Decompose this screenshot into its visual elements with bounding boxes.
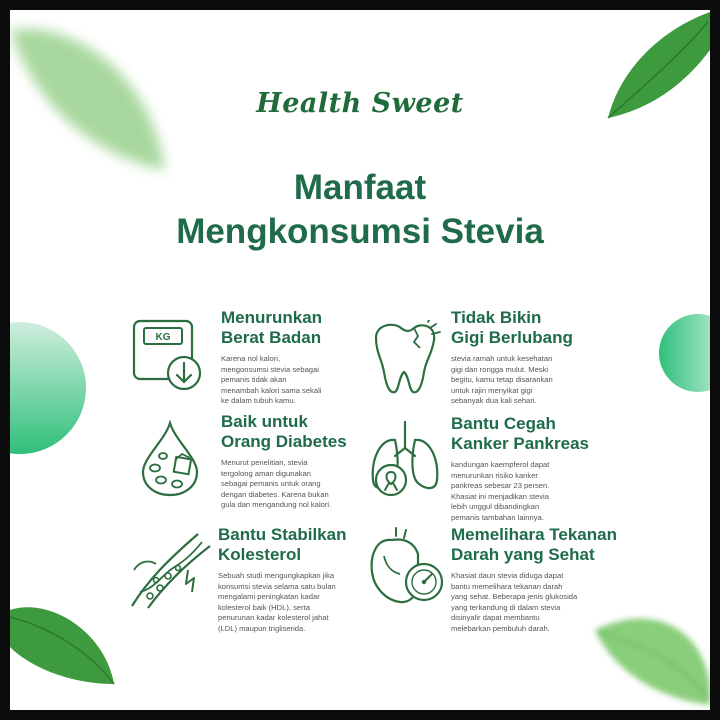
lungs-ribbon-icon	[365, 418, 445, 500]
page-title-line-2: Mengkonsumsi Stevia	[176, 212, 544, 251]
artery-cholesterol-icon	[128, 530, 212, 610]
benefit-text: kandungan kaempferol dapat menurunkan risiko kanker pankreas sebesar 23 persen. Khasiat ini menjadikan stevia lebih unggul dibandingkan pemanis tambahan lainnya.	[451, 460, 550, 522]
benefit-text: Karena nol kalori, mengonsumsi stevia sebagai pemanis tidak akan menambah kalori sama sekali ke dalam tubuh kamu.	[221, 354, 322, 406]
leaf-bottom-left	[10, 592, 120, 710]
scale-icon	[131, 318, 209, 396]
benefit-title: Tidak Bikin Gigi Berlubang	[451, 308, 573, 347]
mint-circle-left	[10, 318, 90, 458]
scale-label: KG	[155, 332, 171, 343]
benefit-text: Menurut penelitian, stevia tergolong aman digunakan sebagai pemanis untuk orang dengan diabetes. Karena bukan gula dan mengandung nol kalori.	[221, 458, 332, 510]
benefit-title: Bantu Stabilkan Kolesterol	[218, 525, 347, 564]
benefit-title: Baik untuk Orang Diabetes	[221, 412, 347, 451]
benefit-text: Khasiat daun stevia diduga dapat bantu memelihara tekanan darah yang sehat. Beberapa jenis glukosida yang terkandung di dalam stevia disinyalir dapat membantu melebarkan pembuluh darah.	[451, 571, 578, 633]
page-title-line-1: Manfaat	[293, 168, 427, 207]
benefit-text: stevia ramah untuk kesehatan gigi dan rongga mulut. Meski begitu, kamu tetap disarankan untuk rajin menyikat gigi sebanyak dua kali sehari.	[451, 354, 553, 406]
benefit-title: Memelihara Tekanan Darah yang Sehat	[451, 525, 617, 564]
benefit-tooth-health	[451, 308, 701, 407]
benefit-blood-pressure	[451, 525, 701, 635]
blood-drop-glucose-icon	[135, 420, 205, 498]
benefit-text: Sebuah studi mengungkapkan jika konsumsi stevia selama satu bulan mengalami peningkatan kadar kolesterol baik (HDL), serta penurunan kadar kolesterol jahat (LDL) maupun trigliserida.	[218, 571, 336, 633]
benefit-pancreatic-cancer	[451, 414, 701, 524]
infographic-card	[10, 10, 710, 710]
tooth-icon	[366, 320, 446, 398]
benefit-title: Menurunkan Berat Badan	[221, 308, 323, 347]
benefit-title: Bantu Cegah Kanker Pankreas	[451, 414, 589, 453]
brand-logo: Health Sweet	[256, 88, 464, 119]
heart-gauge-icon	[366, 526, 450, 608]
